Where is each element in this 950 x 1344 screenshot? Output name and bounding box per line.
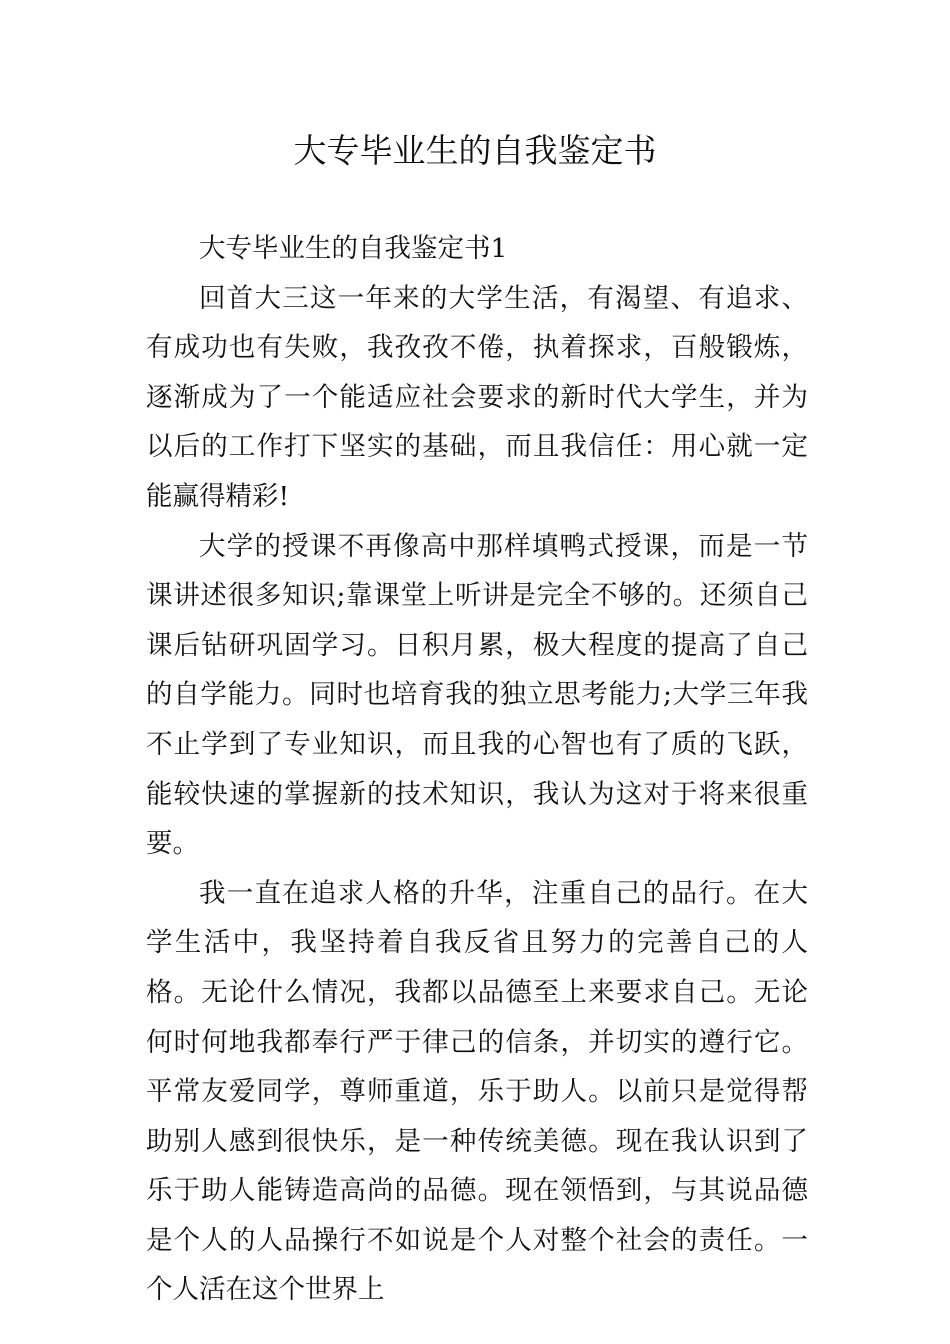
paragraph: 大学的授课不再像高中那样填鸭式授课，而是一节课讲述很多知识;靠课堂上听讲是完全不够的。还须自己课后钻研巩固学习。日积月累，极大程度的提高了自己的自学能力。同时也培育我的独立思考能力;大学三年我不止学到了专业知识，而且我的心智也有了质的飞跃，能较快速的掌握新的技术知识，我认为这对于将来很重要。 [146,530,808,860]
paragraph: 回首大三这一年来的大学生活，有渴望、有追求、有成功也有失败，我孜孜不倦，执着探求，百般锻炼，逐渐成为了一个能适应社会要求的新时代大学生，并为以后的工作打下坚实的基础，而且我信任：用心就一定能赢得精彩! [146,282,808,512]
document-title: 大专毕业生的自我鉴定书 [293,131,657,170]
paragraph: 我一直在追求人格的升华，注重自己的品行。在大学生活中，我坚持着自我反省且努力的完善自己的人格。无论什么情况，我都以品德至上来要求自己。无论何时何地我都奉行严于律己的信条，并切实的遵行它。平常友爱同学，尊师重道，乐于助人。以前只是觉得帮助别人感到很快乐，是一种传统美德。现在我认识到了乐于助人能铸造高尚的品德。现在领悟到，与其说品德是个人的人品操行不如说是个人对整个社会的责任。一个人活在这个世界上 [146,877,808,1306]
section-heading: 大专毕业生的自我鉴定书1 [199,233,508,264]
document-body [146,224,808,1315]
